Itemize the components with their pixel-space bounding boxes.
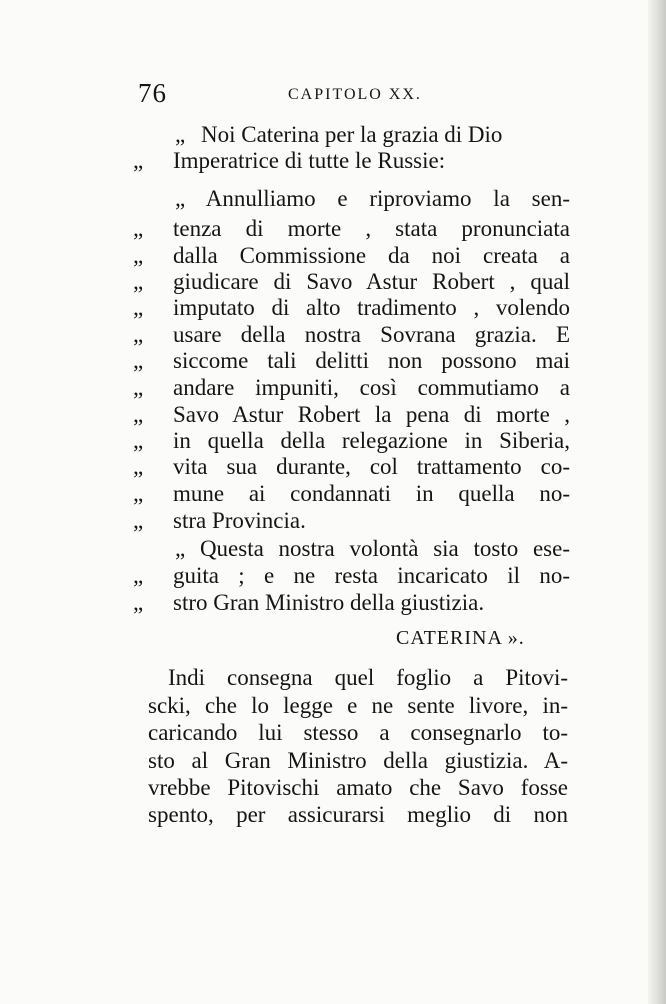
quote-mark: „ [133, 348, 144, 373]
quote-mark: „ [133, 322, 144, 347]
decree-line-text: mune ai condannati in quella no- [173, 481, 570, 506]
decree-line-text: guita ; e ne resta incaricato il no- [173, 563, 570, 588]
quote-mark: „ [133, 454, 144, 479]
decree-line-text: „ Questa nostra volontà sia tosto ese- [175, 536, 570, 561]
quote-mark: „ [133, 375, 144, 400]
quote-mark: „ [133, 243, 144, 268]
running-head: CAPITOLO XX. [288, 86, 422, 103]
quote-mark: „ [133, 428, 144, 453]
decree-line-text: in quella della relegazione in Siberia, [173, 428, 570, 453]
decree-line-text: vita sua durante, col trattamento co- [173, 454, 570, 479]
quote-mark: „ [133, 269, 144, 294]
narrative-line: spento, per assicurarsi meglio di non [148, 802, 568, 827]
quote-mark: „ [133, 563, 144, 588]
decree-line-text: stra Provincia. [173, 508, 306, 533]
narrative-line: vrebbe Pitovischi amato che Savo fosse [148, 775, 568, 800]
signature: CATERINA ». [396, 627, 525, 649]
narrative-line: caricando lui stesso a consegnarlo to- [148, 720, 568, 745]
decree-line-text: usare della nostra Sovrana grazia. E [173, 322, 570, 347]
page-gutter-shadow [648, 0, 666, 1004]
quote-mark: „ [133, 590, 144, 615]
decree-line-text: Savo Astur Robert la pena di morte , [173, 402, 570, 427]
narrative-line: scki, che lo legge e ne sente livore, in- [148, 693, 568, 718]
quote-mark: „ [133, 481, 144, 506]
page-number: 76 [138, 78, 167, 108]
decree-line-text: siccome tali delitti non possono mai [173, 348, 570, 373]
narrative-line: sto al Gran Ministro della giustizia. A- [148, 748, 568, 773]
page-header [138, 78, 573, 108]
quote-mark: „ [133, 216, 144, 241]
decree-line-text: andare impuniti, così commutiamo a [173, 375, 570, 400]
decree-line-text: Imperatrice di tutte le Russie: [173, 148, 446, 173]
quote-mark: „ [133, 402, 144, 427]
decree-line-text: Noi Caterina per la grazia di Dio [201, 122, 503, 147]
decree-line-text: imputato di alto tradimento , volendo [173, 295, 570, 320]
decree-line-text: tenza di morte , stata pronunciata [173, 216, 570, 241]
quote-mark: „ [133, 508, 144, 533]
quote-mark: „ [175, 122, 186, 147]
decree-line-text: dalla Commissione da noi creata a [173, 243, 570, 268]
quote-mark: „ [133, 295, 144, 320]
decree-line-text: stro Gran Ministro della giustizia. [173, 590, 485, 615]
decree-line-text: giudicare di Savo Astur Robert , qual [173, 269, 570, 294]
quote-mark: „ [133, 148, 144, 173]
narrative-line: Indi consegna quel foglio a Pitovi- [168, 665, 568, 690]
decree-line-text: „ Annulliamo e riproviamo la sen- [175, 186, 570, 211]
